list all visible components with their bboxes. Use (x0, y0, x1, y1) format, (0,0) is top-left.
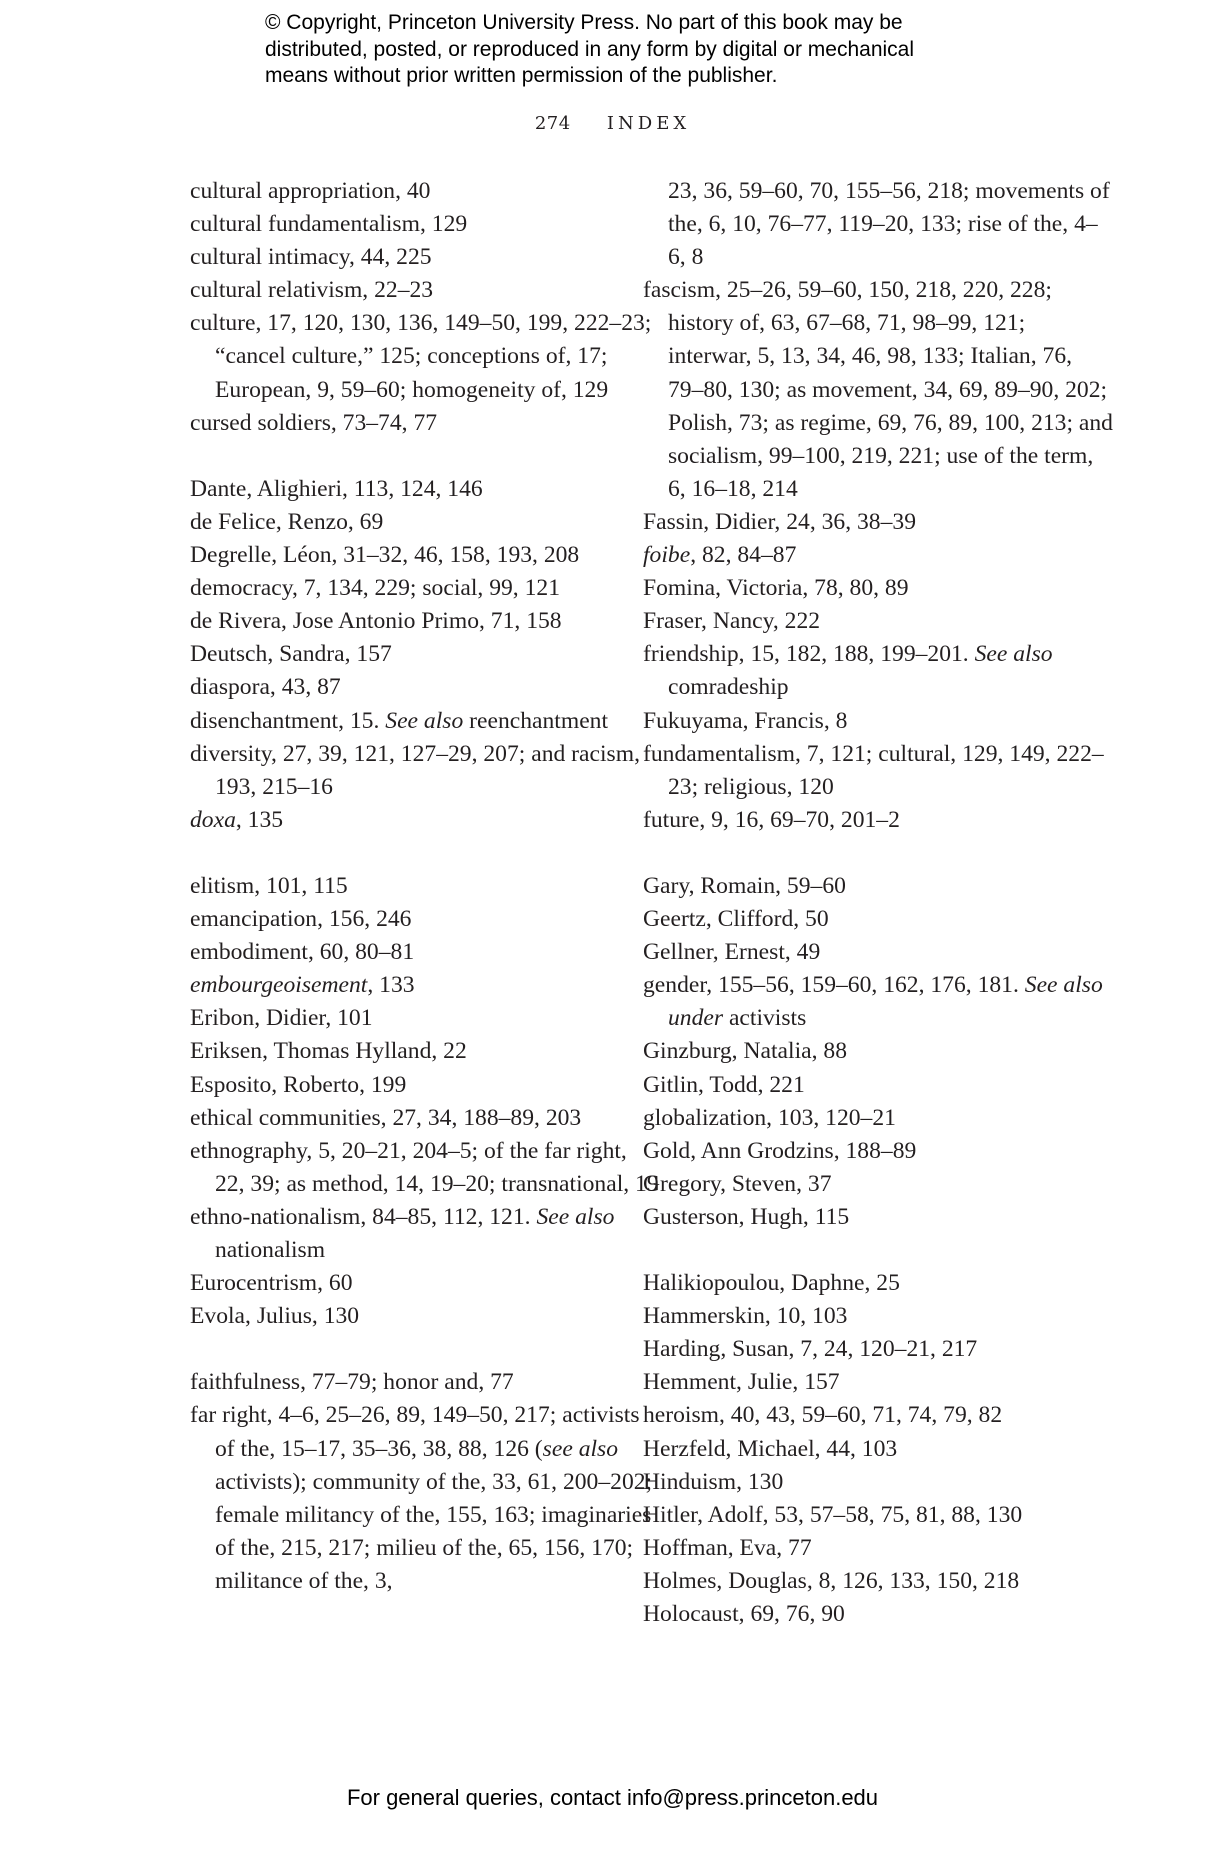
entry-text: Ginzburg, Natalia, 88 (643, 1038, 847, 1065)
entry-text: Gusterson, Hugh, 115 (643, 1203, 850, 1230)
letter-group-gap (190, 837, 660, 870)
entry-text: cursed soldiers, 73–74, 77 (190, 409, 438, 436)
entry-text: Eribon, Didier, 101 (190, 1005, 373, 1032)
entry-text: friendship, 15, 182, 188, 199–201. (643, 641, 975, 668)
entry-text-after: nationalism (215, 1237, 326, 1263)
entry-text: heroism, 40, 43, 59–60, 71, 74, 79, 82 (643, 1402, 1003, 1429)
index-entry (190, 1201, 660, 1267)
entry-italic: See also (385, 707, 464, 734)
index-entry (643, 1035, 1113, 1068)
index-entry (190, 208, 660, 241)
index-entry (190, 638, 660, 671)
letter-group-gap (643, 1234, 1113, 1267)
entry-text: Harding, Susan, 7, 24, 120–21, 217 (643, 1336, 978, 1363)
entry-text-after: , 135 (235, 806, 284, 833)
index-entry (643, 1069, 1113, 1102)
entry-italic: embourgeoisement (190, 972, 368, 999)
index-entry (190, 572, 660, 605)
entry-text: ethical communities, 27, 34, 188–89, 203 (190, 1104, 582, 1131)
entry-text: cultural relativism, 22–23 (190, 277, 434, 304)
entry-text: Hemment, Julie, 157 (643, 1369, 840, 1396)
entry-text: Geertz, Clifford, 50 (643, 906, 829, 933)
copyright-line: © Copyright, Princeton University Press. No part of this book may be (265, 11, 903, 34)
entry-text: Hitler, Adolf, 53, 57–58, 75, 81, 88, 130 (643, 1501, 1023, 1528)
index-entry (643, 936, 1113, 969)
index-entry (190, 1069, 660, 1102)
index-entry (643, 1399, 1113, 1432)
index-entry (643, 1366, 1113, 1399)
index-entry (190, 1300, 660, 1333)
entry-text-after: activists (723, 1005, 807, 1032)
entry-text: Hoffman, Eva, 77 (643, 1534, 812, 1561)
index-entry (190, 804, 660, 837)
index-entry (643, 605, 1113, 638)
index-entry (190, 671, 660, 704)
entry-text: emancipation, 156, 246 (190, 906, 412, 933)
index-entry (190, 241, 660, 274)
index-entry (190, 1399, 660, 1598)
entry-text-after: , 82, 84–87 (690, 542, 797, 569)
index-entry (643, 870, 1113, 903)
entry-text: Dante, Alighieri, 113, 124, 146 (190, 475, 483, 502)
entry-italic: See also under (668, 972, 1103, 1032)
entry-text: Fassin, Didier, 24, 36, 38–39 (643, 508, 916, 535)
entry-italic: doxa (190, 806, 236, 833)
index-entry (190, 705, 660, 738)
entry-italic: foibe (643, 542, 691, 569)
entry-text: cultural appropriation, 40 (190, 178, 431, 204)
letter-group-gap (643, 837, 1113, 870)
copyright-notice (265, 10, 985, 90)
entry-text: Gary, Romain, 59–60 (643, 872, 846, 899)
entry-italic: see also (542, 1435, 619, 1462)
entry-text: diversity, 27, 39, 121, 127–29, 207; and racism, 193, 215–16 (190, 740, 640, 800)
entry-text: 23, 36, 59–60, 70, 155–56, 218; movements of the, 6, 10, 76–77, 119–20, 133; rise of the, 4–6, 8 (668, 178, 1110, 271)
entry-italic: See also (974, 641, 1053, 668)
index-entry (643, 1135, 1113, 1168)
entry-text: Eriksen, Thomas Hylland, 22 (190, 1038, 467, 1065)
index-entry (190, 903, 660, 936)
index-entry (190, 1267, 660, 1300)
index-entry (190, 1035, 660, 1068)
entry-text: Halikiopoulou, Daphne, 25 (643, 1270, 900, 1297)
entry-text: culture, 17, 120, 130, 136, 149–50, 199, 222–23; “cancel culture,” 125; conceptions of, 17; European, 9, 59–60; homogeneity of, 129 (190, 310, 652, 403)
entry-text: elitism, 101, 115 (190, 872, 348, 899)
entry-text: fascism, 25–26, 59–60, 150, 218, 220, 228; history of, 63, 67–68, 71, 98–99, 121; interwar, 5, 13, 34, 46, 98, 133; Italian, 76, 79–80, 130; as movement, 34, 69, 89–90, 202; Polish, 73; as regime, 69, 76, 89, 100, 213; and socialism, 99–100, 219, 221; use of the term, 6, 16–18, 214 (643, 277, 1113, 502)
index-entry (190, 1102, 660, 1135)
index-entry (643, 1201, 1113, 1234)
index-entry (643, 738, 1113, 804)
index-entry (643, 969, 1113, 1035)
entry-text: diaspora, 43, 87 (190, 674, 341, 701)
index-entry (643, 274, 1113, 506)
entry-text: Esposito, Roberto, 199 (190, 1071, 407, 1098)
index-entry (643, 572, 1113, 605)
entry-text: Hinduism, 130 (643, 1468, 784, 1495)
section-title: INDEX (606, 113, 691, 134)
index-entry (190, 1002, 660, 1035)
entry-text: far right, 4–6, 25–26, 89, 149–50, 217; activists of the, 15–17, 35–36, 38, 88, 126 ( (190, 1402, 640, 1462)
copyright-line: distributed, posted, or reproduced in any form by digital or mechanical (265, 37, 915, 61)
index-entry (643, 705, 1113, 738)
entry-text: faithfulness, 77–79; honor and, 77 (190, 1369, 514, 1396)
index-entry (190, 738, 660, 804)
index-column-right (643, 175, 1113, 1631)
copyright-line: means without prior written permission of the publisher. (265, 64, 778, 87)
entry-text: embodiment, 60, 80–81 (190, 939, 415, 966)
page-number: 274 (534, 113, 571, 134)
footer-contact: For general queries, contact info@press.princeton.edu (346, 1785, 879, 1810)
entry-text: Fukuyama, Francis, 8 (643, 707, 848, 734)
entry-text-after: activists); community of the, 33, 61, 200–202; female militancy of the, 155, 163; imaginaries of the, 215, 217; milieu of the, 65, 156, 170; militance of the, 3, (215, 1468, 653, 1594)
entry-text: cultural intimacy, 44, 225 (190, 244, 432, 271)
entry-italic: See also (536, 1203, 615, 1230)
index-entry (190, 870, 660, 903)
index-entry (643, 1168, 1113, 1201)
index-entry (643, 1532, 1113, 1565)
entry-text: Eurocentrism, 60 (190, 1270, 353, 1297)
entry-text: Holmes, Douglas, 8, 126, 133, 150, 218 (643, 1567, 1020, 1594)
entry-text: Holocaust, 69, 76, 90 (643, 1601, 845, 1628)
letter-group-gap (190, 440, 660, 473)
entry-text: de Rivera, Jose Antonio Primo, 71, 158 (190, 608, 562, 635)
index-entry (643, 1102, 1113, 1135)
index-entry (643, 1300, 1113, 1333)
index-entry (190, 274, 660, 307)
entry-text: Hammerskin, 10, 103 (643, 1303, 848, 1330)
entry-text: ethnography, 5, 20–21, 204–5; of the far right, 22, 39; as method, 14, 19–20; transnational, 19 (190, 1137, 659, 1197)
entry-text: ethno-nationalism, 84–85, 112, 121. (190, 1203, 537, 1230)
entry-text: future, 9, 16, 69–70, 201–2 (643, 806, 900, 833)
index-entry (643, 1565, 1113, 1598)
index-entry (643, 1598, 1113, 1631)
index-entry (190, 506, 660, 539)
entry-text-after: , 133 (367, 972, 415, 999)
entry-text: democracy, 7, 134, 229; social, 99, 121 (190, 575, 560, 602)
index-entry (190, 307, 660, 406)
entry-text: Herzfeld, Michael, 44, 103 (643, 1435, 898, 1462)
entry-text: gender, 155–56, 159–60, 162, 176, 181. (643, 972, 1025, 999)
index-entry (643, 1333, 1113, 1366)
entry-text: Fraser, Nancy, 222 (643, 608, 821, 635)
index-entry (190, 605, 660, 638)
index-entry (190, 473, 660, 506)
entry-text: fundamentalism, 7, 121; cultural, 129, 149, 222–23; religious, 120 (643, 740, 1104, 800)
entry-text: Gregory, Steven, 37 (643, 1170, 832, 1197)
index-entry (643, 1499, 1113, 1532)
index-entry (190, 936, 660, 969)
index-entry (643, 539, 1113, 572)
entry-text-after: reenchantment (463, 707, 609, 734)
index-entry (643, 175, 1113, 274)
entry-text: Gitlin, Todd, 221 (643, 1071, 805, 1098)
entry-text-after: comradeship (668, 674, 789, 701)
entry-text: Gold, Ann Grodzins, 188–89 (643, 1137, 917, 1164)
index-entry (190, 539, 660, 572)
entry-text: Degrelle, Léon, 31–32, 46, 158, 193, 208 (190, 542, 580, 569)
index-entry (643, 638, 1113, 704)
index-entry (643, 506, 1113, 539)
entry-text: Evola, Julius, 130 (190, 1303, 360, 1330)
index-entry (643, 903, 1113, 936)
entry-text: globalization, 103, 120–21 (643, 1104, 896, 1131)
index-entry (190, 1366, 660, 1399)
index-entry (190, 1135, 660, 1201)
index-entry (190, 969, 660, 1002)
entry-text: cultural fundamentalism, 129 (190, 211, 468, 238)
entry-text: Fomina, Victoria, 78, 80, 89 (643, 575, 909, 602)
entry-text: de Felice, Renzo, 69 (190, 508, 384, 535)
index-entry (190, 175, 660, 208)
index-entry (643, 1466, 1113, 1499)
running-head (0, 113, 1225, 134)
entry-text: Gellner, Ernest, 49 (643, 939, 821, 966)
entry-text: disenchantment, 15. (190, 707, 386, 734)
index-entry (643, 804, 1113, 837)
entry-text: Deutsch, Sandra, 157 (190, 641, 392, 668)
index-entry (643, 1267, 1113, 1300)
letter-group-gap (190, 1333, 660, 1366)
index-entry (643, 1433, 1113, 1466)
index-entry (190, 407, 660, 440)
index-column-left (190, 175, 660, 1598)
